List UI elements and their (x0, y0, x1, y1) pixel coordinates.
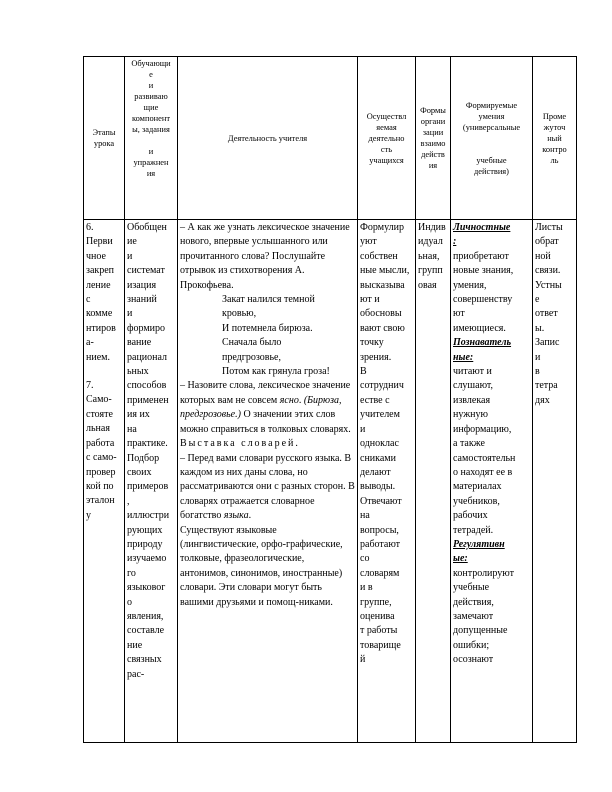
dictionary-exhibit: Выставка словарей. (180, 438, 300, 450)
poem-line: Сначала было (222, 337, 282, 349)
stage-part-2: 7. Само- стояте льная работа с само- провер кой по эталон у (86, 380, 117, 521)
cell-stage (84, 220, 125, 743)
cell-control (533, 220, 577, 743)
poem-line: предгрозовье, (222, 351, 281, 363)
header-forms-text: Формы органи зации взаимо действ ия (420, 106, 446, 170)
forms-text: Индив идуал ьная, групп овая (418, 222, 446, 291)
header-stages-text: Этапы урока (92, 128, 116, 148)
header-skills (451, 57, 533, 220)
cell-components (125, 220, 178, 743)
teacher-intro: – А как же узнать лексическое значение нового, впервые услышанного или прочитанного слова? Послушайте отрывок из стихотворения А. Прокофьева. (180, 222, 350, 291)
lesson-plan-table (83, 56, 577, 743)
skills-cognitive-text: читают и слушают, извлекая нужную информацию, а также самостоятельн о находят ее в материалах учебников, рабочих тетрадей. (453, 366, 516, 536)
header-skills-text: Формируемые умения (универсальные учебные действия) (462, 100, 521, 176)
cell-students (358, 220, 416, 743)
skills-personal-text: приобретают новые знания, умения, совершенству ют имеющиеся. (453, 250, 514, 334)
header-student-activity (358, 57, 416, 220)
question-answer: (Бирюза, предгрозовье.) (180, 394, 342, 421)
poem-line: Потом как грянула гроза! (222, 366, 330, 378)
poem-block (180, 293, 355, 379)
teacher-paragraph-3: Существуют языковые (лингвистические, орфо-графические, толковые, фразеологические, антонимов, синонимов, иностранные) словари. Эти словари могут быть вашими друзьями и помощ-никами. (180, 524, 343, 608)
poem-line: кровью, (222, 308, 257, 320)
teacher-paragraph-2 (180, 452, 355, 524)
question-italic-word: ясно (279, 394, 299, 406)
header-stages (84, 57, 125, 220)
paragraph-2-text: – Перед вами словари русского языка. В каждом из них даны слова, но рассматриваются они с разных сторон. В словарях отражается словарное богатство (180, 452, 355, 522)
students-text: Формулир уют собствен ные мысли, высказыва ют и обосновы вают свою точку зрения. В сотруднич естве с учителем и одноклас сниками делают выводы. Отвечают на вопросы, работают со словарям и в группе, оценива т работы товарище й (360, 222, 410, 666)
skills-cognitive-heading: Познаватель ные: (453, 337, 512, 363)
skills-regulatory-heading: Регулятивн ые: (453, 538, 505, 565)
header-forms (416, 57, 451, 220)
components-text: Обобщен ие и системат изация знаний и формиро вание рационал ьных способов применен ия их на практике. Подбор своих примеров , иллюстри рующих природу изучаемо го языковог о явления, составле ние связных рас- (127, 222, 170, 680)
stage-part-1: 6. Перви чное закреп ление с комме нтиров а- нием. (86, 222, 116, 363)
skills-regulatory-text: контролируют учебные действия, замечают допущенные ошибки; осознают (453, 567, 514, 666)
table-header-row (84, 57, 577, 220)
cell-forms (416, 220, 451, 743)
poem-line: И потемнела бирюза. (222, 322, 313, 334)
header-teacher-activity (178, 57, 358, 220)
header-components-text: Обучающи е и развиваю щие компонент ы, задания и упражнен ия (131, 59, 171, 178)
cell-teacher (178, 220, 358, 743)
header-teacher-text: Деятельность учителя (227, 133, 308, 143)
header-components (125, 57, 178, 220)
skills-personal-heading: Личностные : (453, 222, 511, 248)
question-after: О значении этих слов можно справиться в толковых словарях. (180, 409, 351, 435)
cell-skills (451, 220, 533, 743)
paragraph-2-italic: языка (223, 510, 249, 522)
header-student-text: Осуществл яемая деятельно сть учащихся (366, 111, 407, 165)
question-dot: . (298, 394, 304, 406)
question-text: – Назовите слова, лексическое значение которых вам не совсем (180, 380, 351, 406)
table-body-row (84, 220, 577, 743)
teacher-question (180, 379, 355, 437)
control-text: Листы обрат ной связи. Устны е ответ ы. Запис и в тетра дях (535, 222, 563, 406)
paragraph-2-end: . (248, 510, 252, 522)
header-control-text: Проме жуточ ный контро ль (542, 111, 567, 165)
poem-line: Закат налился темной (222, 294, 315, 306)
header-control (533, 57, 577, 220)
